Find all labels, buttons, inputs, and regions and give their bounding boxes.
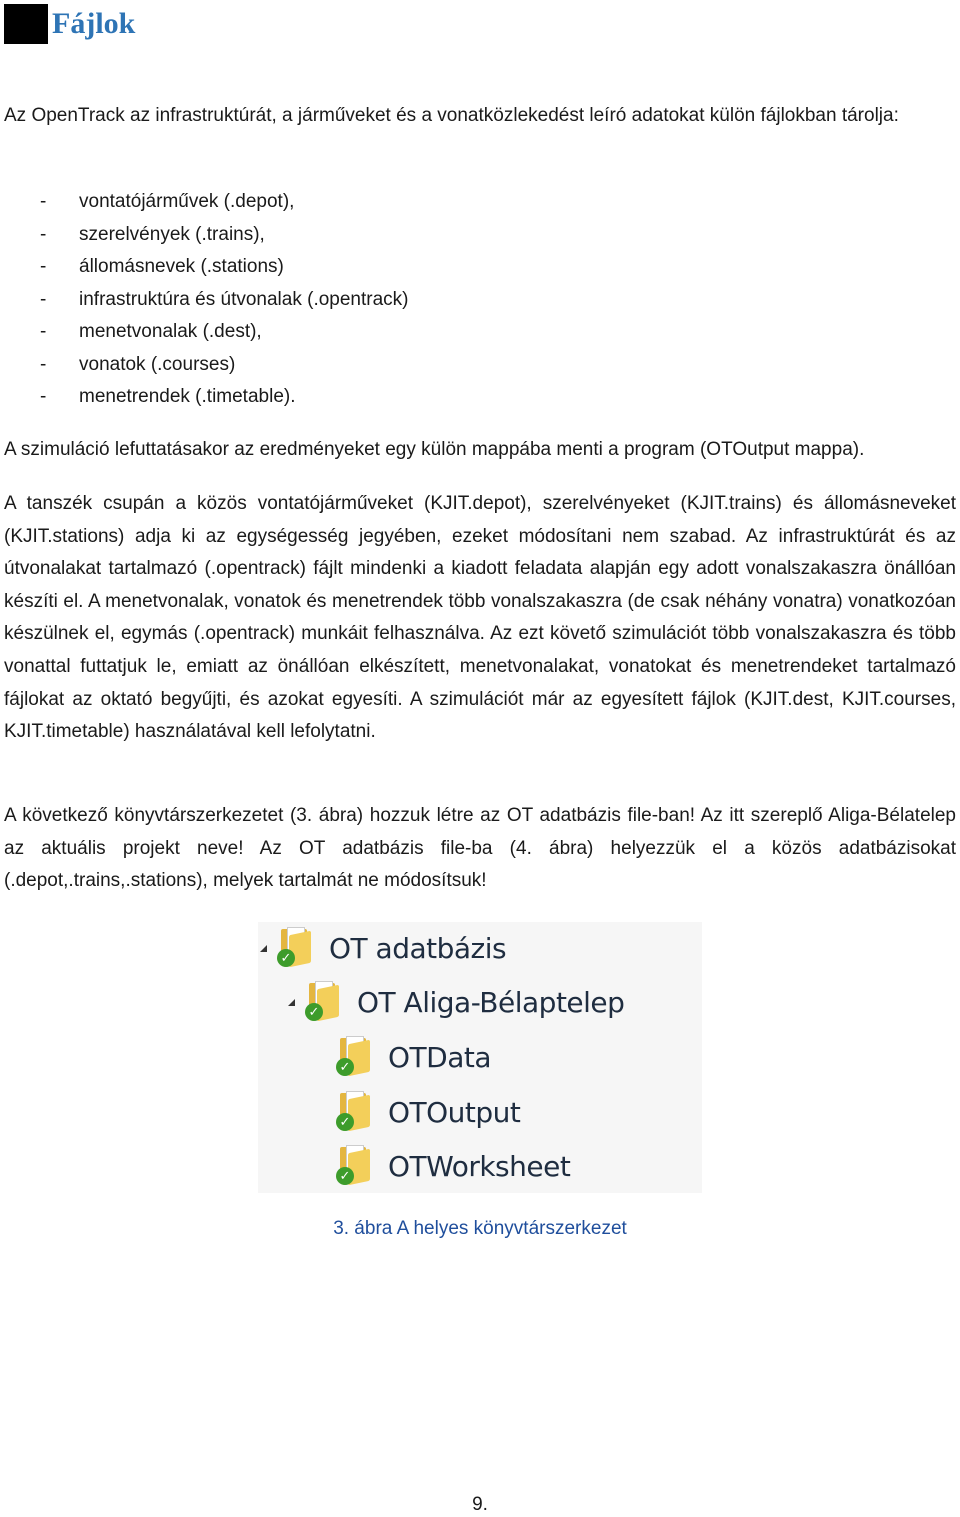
sync-check-icon: ✓ [277, 949, 295, 967]
expand-arrow-icon[interactable] [260, 945, 267, 952]
list-item: - állomásnevek (.stations) [40, 256, 284, 277]
sync-check-icon: ✓ [336, 1058, 354, 1076]
list-item: - vonatok (.courses) [40, 353, 236, 375]
sync-check-icon: ✓ [336, 1167, 354, 1185]
tree-node-otdata[interactable] [334, 1031, 491, 1083]
page-title: Fájlok [52, 7, 136, 40]
structure-paragraph: A következő könyvtárszerkezetet (3. ábra) hozzuk létre az OT adatbázis file-ban! Az itt szereplő Aliga-Bélatelep az aktuális projekt neve! Az OT adatbázis file-ba (4. ábra) helyezzük el a közös adatbázisokat (.depot,.trains,.stations), melyek tartalmát ne módosítsuk! [4, 805, 956, 892]
output-paragraph: A szimuláció lefuttatásakor az eredményeket egy külön mappába menti a program (OTOutput mappa). [4, 439, 865, 460]
tree-node-ot-adatbazis[interactable] [260, 922, 506, 974]
list-item: - vontatójárművek (.depot), [40, 191, 295, 212]
list-item: - menetrendek (.timetable). [40, 386, 296, 407]
folder-label: OT adatbázis [329, 931, 507, 965]
tree-node-aliga[interactable] [288, 976, 624, 1028]
tree-node-otoutput[interactable] [334, 1086, 520, 1138]
folder-label: OTData [388, 1040, 491, 1074]
section-heading [4, 4, 135, 44]
list-item: - menetvonalak (.dest), [40, 321, 262, 342]
page-number: 9. [472, 1494, 488, 1515]
folder-tree-figure [258, 922, 702, 1193]
figure-caption: 3. ábra A helyes könyvtárszerkezet [333, 1218, 627, 1239]
file-type-list [0, 186, 409, 414]
folder-icon [334, 1145, 374, 1187]
folder-icon [303, 981, 343, 1023]
tree-node-otworksheet[interactable] [334, 1140, 570, 1192]
sync-check-icon: ✓ [305, 1003, 323, 1021]
folder-label: OT Aliga-Bélaptelep [357, 985, 625, 1019]
expand-arrow-icon[interactable] [288, 999, 295, 1006]
folder-icon [334, 1036, 374, 1078]
intro-paragraph: Az OpenTrack az infrastruktúrát, a járműveket és a vonatközlekedést leíró adatokat külön fájlokban tárolja: [4, 105, 899, 126]
folder-icon [334, 1091, 374, 1133]
sync-check-icon: ✓ [336, 1113, 354, 1131]
folder-icon [275, 927, 315, 969]
heading-marker [4, 4, 48, 44]
list-item: - szerelvények (.trains), [40, 223, 265, 245]
folder-label: OTWorksheet [388, 1149, 571, 1183]
folder-label: OTOutput [388, 1095, 521, 1129]
department-paragraph: A tanszék csupán a közös vontatójárműveket (KJIT.depot), szerelvényeket (KJIT.trains) és állomásneveket (KJIT.stations) adja ki az egységesség jegyében, ezeket módosítani nem szabad. Az infrastruktúrát és az útvonalakat tartalmazó (.opentrack) fájlt mindenki a kiadott feladata alapján egy adott vonalszakaszra önállóan készíti el. A menetvonalak, vonatok és menetrendek több vonalszakaszra (de csak néhány vonatra) vonatkozóan készülnek el, egymás (.opentrack) munkáit felhasználva. Az ezt követő szimulációt több vonalszakaszra és több vonattal futtatjuk le, emiatt az önállóan elkészített, menetvonalakat, vonatokat és menetrendeket tartalmazó fájlokat az oktató begyűjti, és azokat egyesíti. A szimulációt már az egyesített fájlok (KJIT.dest, KJIT.courses, KJIT.timetable) használatával kell lefolytatni. [4, 493, 956, 743]
list-item: - infrastruktúra és útvonalak (.opentrack) [40, 288, 409, 310]
